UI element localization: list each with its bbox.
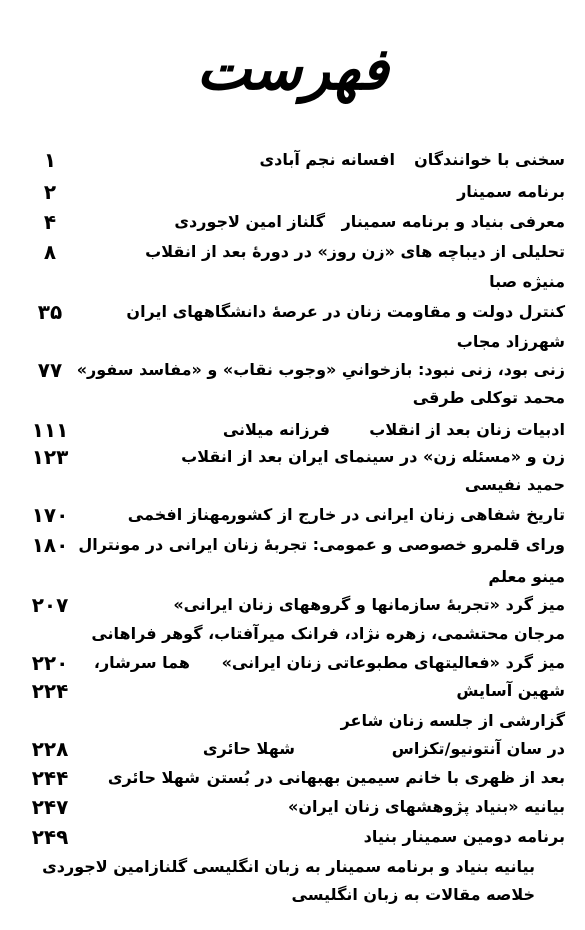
entry-author: مهناز افخمی <box>127 505 230 524</box>
entry-title: گزارشی از جلسه زنان شاعر <box>340 711 565 730</box>
entry-title: ادبیات زنان بعد از انقلاب <box>369 420 565 439</box>
toc-entry <box>20 415 565 445</box>
toc-entry <box>20 619 565 649</box>
entry-page-number: ۲۰۷ <box>31 593 69 617</box>
entry-author: مینو معلم <box>488 567 565 586</box>
toc-entry <box>20 442 565 472</box>
entry-page-number: ۱۱۱ <box>31 418 69 442</box>
toc-entry <box>20 648 565 678</box>
entry-title: میز گرد «فعالیتهای مطبوعاتی زنان ایرانی» <box>221 653 565 672</box>
entry-page-number: ۲۲۴ <box>31 679 69 703</box>
entry-page-number: ۱۷۰ <box>31 503 69 527</box>
toc-entry <box>20 880 565 910</box>
toc-entry <box>20 822 565 852</box>
toc-entry <box>20 734 565 764</box>
toc-entry <box>20 706 565 736</box>
entry-page-number: ۸ <box>43 240 57 264</box>
page-title: فهرست <box>196 35 389 103</box>
toc-entry <box>20 383 565 413</box>
toc-entry <box>20 590 565 620</box>
entry-page-number: ۱۲۳ <box>31 445 69 469</box>
entry-author: هما سرشار، <box>93 653 190 672</box>
entry-page-number: ۱۸۰ <box>31 533 69 557</box>
toc-entry <box>20 207 565 237</box>
entry-author: محمد توکلی طرقی <box>412 388 565 407</box>
entry-title: زن و «مسئله زن» در سینمای ایران بعد از انقلاب <box>181 447 565 466</box>
entry-page-number: ۲ <box>43 180 57 204</box>
toc-entry <box>20 852 565 882</box>
entry-title: تاریخ شفاهی زنان ایرانی در خارج از کشور <box>227 505 565 524</box>
entry-title: معرفی بنیاد و برنامه سمینار <box>341 212 565 231</box>
toc-entry <box>20 297 565 327</box>
toc-entry <box>20 327 565 357</box>
entry-title: برنامه دومین سمینار بنیاد <box>363 827 565 846</box>
toc-entry <box>20 792 565 822</box>
toc-entry <box>20 530 565 560</box>
entry-page-number: ۲۴۷ <box>31 795 69 819</box>
entry-page-number: ۲۴۹ <box>31 825 69 849</box>
entry-title: بیانیه بنیاد و برنامه سمینار به زبان انگلیسی گلنازامین لاجوردی <box>42 857 535 876</box>
entry-page-number: ۲۲۰ <box>31 651 69 675</box>
entry-title: ورای قلمرو خصوصی و عمومی: تجربهٔ زنان ایرانی در مونترال <box>78 535 565 554</box>
entry-title: برنامه سمینار <box>457 182 565 201</box>
toc-entry <box>20 470 565 500</box>
entry-page-number: ۷۷ <box>37 358 63 382</box>
entry-title: کنترل دولت و مقاومت زنان در عرصهٔ دانشگاههای ایران <box>126 302 565 321</box>
entry-author: شهرزاد مجاب <box>456 332 565 351</box>
entry-page-number: ۱ <box>43 148 57 172</box>
entry-author: حمید نفیسی <box>464 475 565 494</box>
entry-page-number: ۲۴۴ <box>31 766 69 790</box>
toc-entry <box>20 763 565 793</box>
entry-title: سخنی با خوانندگان <box>414 150 565 169</box>
entry-author: شهین آسایش <box>456 681 565 700</box>
toc-entry <box>20 500 565 530</box>
entry-title: زنی بود، زنی نبود: بازخوانیِ «وجوب نقاب» و «مفاسد سفور» <box>76 360 565 379</box>
toc-entry <box>20 562 565 592</box>
entry-title: بعد از ظهری با خانم سیمین بهبهانی در بُستن <box>206 768 565 787</box>
toc-entry <box>20 676 565 706</box>
toc-entry <box>20 355 565 385</box>
entry-title: در سان آنتونیو/تکزاس <box>391 739 565 758</box>
entry-author: گلناز امین لاجوردی <box>174 212 325 231</box>
entry-title: بیانیه «بنیاد پژوهشهای زنان ایران» <box>287 797 565 816</box>
entry-page-number: ۴ <box>43 210 57 234</box>
entry-author: افسانه نجم آبادی <box>259 150 395 169</box>
toc-entry <box>20 237 565 267</box>
entry-title: میز گرد «تجربهٔ سازمانها و گروههای زنان ایرانی» <box>173 595 565 614</box>
entry-page-number: ۳۵ <box>37 300 63 324</box>
entry-title: تحلیلی از دیباچه های «زن روز» در دورهٔ بعد از انقلاب <box>145 242 565 261</box>
entry-author: شهلا حائری <box>202 739 295 758</box>
entry-author: منیژه صبا <box>489 272 565 291</box>
entry-title: مرجان محتشمی، زهره نژاد، فرانک میرآفتاب، گوهر فراهانی <box>91 624 565 643</box>
entry-title: خلاصه مقالات به زبان انگلیسی <box>291 885 535 904</box>
toc-entry <box>20 267 565 297</box>
entry-author: شهلا حائری <box>107 768 200 787</box>
toc-entry <box>20 145 565 175</box>
toc-entry <box>20 177 565 207</box>
entry-page-number: ۲۲۸ <box>31 737 69 761</box>
entry-author: فرزانه میلانی <box>222 420 330 439</box>
